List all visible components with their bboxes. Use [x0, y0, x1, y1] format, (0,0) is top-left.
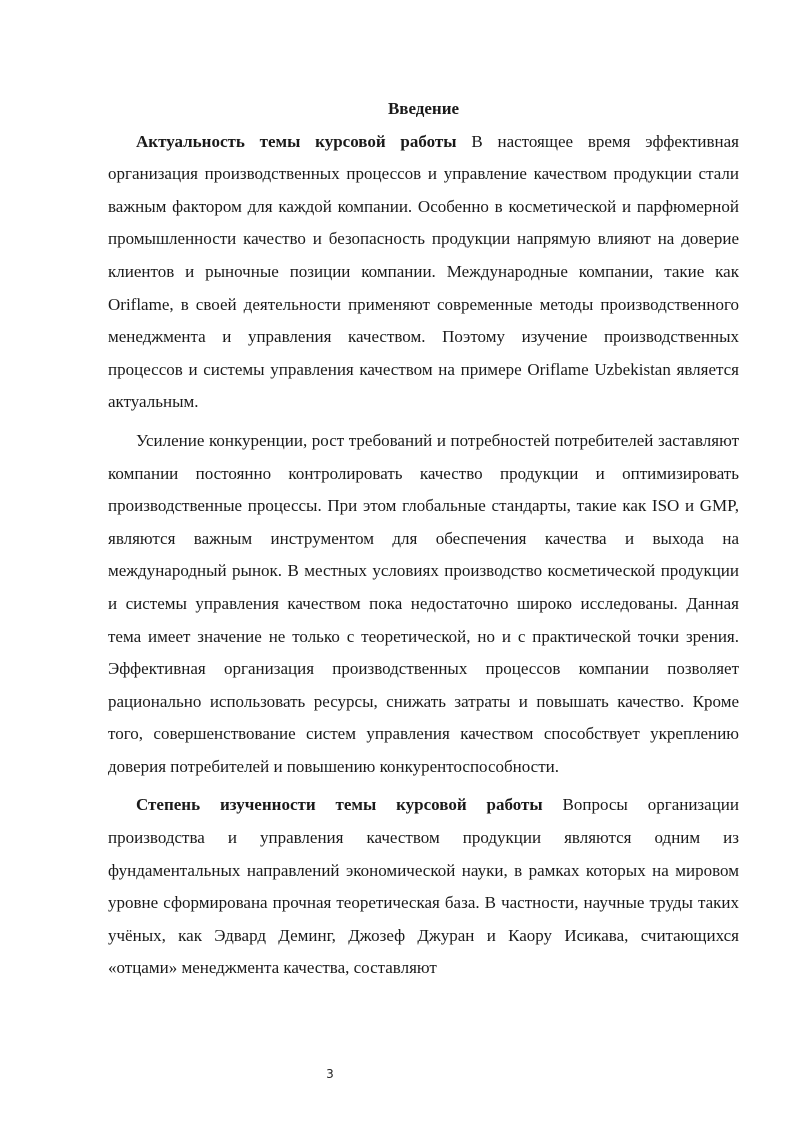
paragraph-text: Вопросы организации производства и управления качеством продукции являются одним из фундаментальных направлений экономической науки, в рамках которых на мировом уровне сформирована прочная теоретическая база. В частности, научные труды таких учёных, как Эдвард Деминг, Джозеф Джуран и Каору Исикава, считающихся «отцами» менеджмента качества, составляют — [108, 795, 739, 978]
paragraph-lead: Степень изученности темы курсовой работы — [136, 795, 543, 815]
paragraph-text: Усиление конкуренции, рост требований и потребностей потребителей заставляют компании постоянно контролировать качество продукции и оптимизировать производственные процессы. При этом глобальные стандарты, такие как ISO и GMP, являются важным инструментом для обеспечения качества и выхода на международный рынок. В местных условиях производство косметической продукции и системы управления качеством пока недостаточно широко исследованы. Данная тема имеет значение не только с теоретической, но и с практической точки зрения. Эффективная организация производственных процессов компании позволяет рационально использовать ресурсы, снижать затраты и повышать качество. Кроме того, совершенствование систем управления качеством способствует укреплению доверия потребителей и повышению конкурентоспособности. — [108, 430, 739, 776]
paragraph-relevance — [108, 126, 739, 419]
paragraph-lead: Актуальность темы курсовой работы — [136, 131, 457, 151]
paragraph-degree-of-study — [108, 789, 739, 985]
document-page — [108, 93, 739, 985]
paragraph-text: В настоящее время эффективная организация производственных процессов и управление качеством продукции стали важным фактором для каждой компании. Особенно в косметической и парфюмерной промышленности качество и безопасность продукции напрямую влияют на доверие клиентов и рыночные позиции компании. Международные компании, такие как Oriflame, в своей деятельности применяют современные методы производственного менеджмента и управления качеством. Поэтому изучение производственных процессов и системы управления качеством на примере Oriflame Uzbekistan является актуальным. — [108, 131, 739, 412]
page-title: Введение — [387, 99, 460, 118]
page-number: 3 — [326, 1067, 334, 1081]
paragraph-competition — [108, 425, 739, 784]
